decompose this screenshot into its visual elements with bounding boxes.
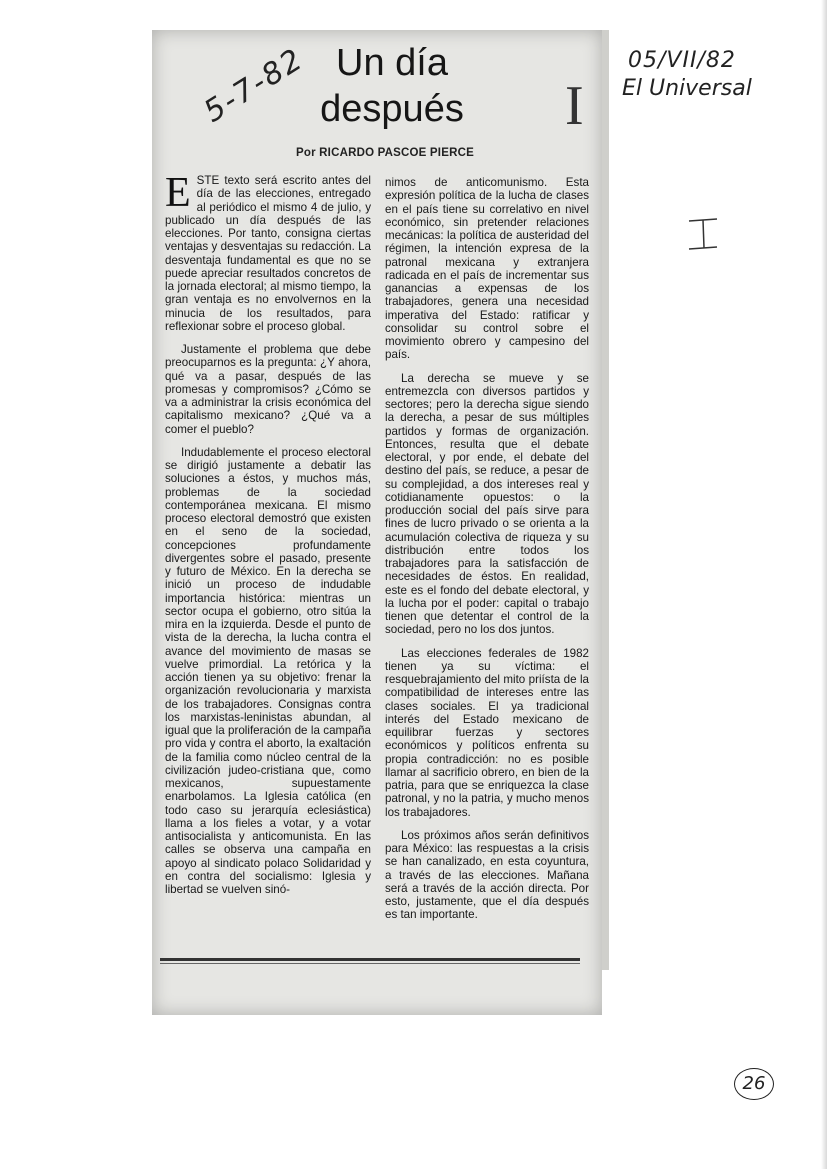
handwritten-date-annotation: 5-7-82 (198, 41, 310, 130)
article-paragraph: Indudablemente el proceso electoral se dirigió justamente a debatir las soluciones a éstos, y muchos más, problemas de la sociedad contemporánea mexicana. El mismo proceso electoral demostró que existen en el seno de la sociedad, concepciones profundamente divergentes sobre el pasado, presente y futuro de México. En la derecha se inició un proceso de indudable importancia histórica: mientras un sector ocupa el gobierno, otro sitúa la mira en la izquierda. Desde el punto de vista de la derecha, la lucha contra el avance del movimiento de masas se vuelve primordial. La retórica y la acción tienen ya su objetivo: frenar la organización revolucionaria y marxista de los trabajadores. Consignas contra los marxistas-leninistas abundan, al igual que la proliferación de la campaña pro vida y contra el aborto, la exaltación de la familia como núcleo central de la civilización judeo-cristiana que, como mexicanos, supuestamente enarbolamos. La Iglesia católica (en todo caso su jerarquía eclesiástica) llama a los fieles a votar, y a votar antisocialista y anticomunista. En las calles se observa una campaña en apoyo al sindicato polaco Solidaridad y en contra del socialismo: Iglesia y libertad se vuelven sinó- (165, 445, 371, 896)
article-column-right (385, 176, 589, 932)
article-headline (292, 40, 492, 132)
headline-line-2: después (320, 88, 464, 130)
article-paragraph: nimos de anticomunismo. Esta expresión política de la lucha de clases en el país tiene su correlativo en nivel económico, sin pretender relaciones mecánicas: la política de austeridad del régimen, la intención expresa de la patronal mexicana y extranjera radicada en el país de incrementar sus ganancias a expensas de los trabajadores, genera una necesidad imperativa del Estado: ratificar y consolidar su control sobre el movimiento obrero y campesino del país. (385, 176, 589, 362)
article-paragraph: Justamente el problema que debe preocuparnos es la pregunta: ¿Y ahora, qué va a pasar, después de las promesas y compromisos? ¿Cómo se va a administrar la crisis económica del capitalismo mexicano? ¿Qué va a comer el pueblo? (165, 343, 371, 436)
article-paragraph: Los próximos años serán definitivos para México: las respuestas a la crisis se han canalizado, en esta coyuntura, a través de las elecciones. Mañana será a través de la acción directa. Por esto, justamente, que el día después es tan importante. (385, 828, 589, 922)
adjacent-article-letter: I (565, 75, 584, 137)
handwritten-source: El Universal (622, 76, 752, 101)
article-column-left (165, 170, 371, 906)
article-paragraph: Las elecciones federales de 1982 tienen ya su víctima: el resquebrajamiento del mito priísta de la compatibilidad de intereses entre las clases sociales. El ya tradicional interés del Estado mexicano de equilibrar fuerzas y sectores económicos y políticos enfrenta su propia contradicción: no es posible llamar al sacrificio obrero, en bien de la patria, para que se enriquezca la clase patronal, y no la patria, y mucho menos los trabajadores. (385, 646, 589, 819)
handwritten-roman-numeral (683, 215, 723, 255)
handwritten-date-top: 05/VII/82 (628, 48, 736, 73)
byline: Por RICARDO PASCOE PIERCE (296, 147, 474, 159)
article-paragraph: La derecha se mueve y se entremezcla con diversos partidos y sectores; pero la derecha sigue siendo la derecha, a pesar de sus múltiples partidos y formas de organización. Entonces, resulta que el debate electoral, y por ende, el debate del destino del país, se reduce, a pesar de su complejidad, a dos intereses real y cotidianamente opuestos: o la producción social del país sirve para fines de lucro privado o se orienta a la acumulación colectiva de riqueza y su distribución entre todos los trabajadores para la satisfacción de necesidades de éstos. En realidad, este es el fondo del debate electoral, y la lucha por el poder: capital o trabajo tienen que detentar el control de la sociedad, pero no los dos juntos. (385, 371, 589, 637)
bottom-rule-thin (160, 963, 580, 964)
scan-page-edge (821, 0, 827, 1169)
drop-cap: E (165, 170, 191, 216)
handwritten-page-number: 26 (734, 1068, 774, 1100)
article-paragraph: ESTE texto será escrito antes del día de las elecciones, entregado al periódico el mismo 4 de julio, y publicado un día después de las elecciones. Por tanto, consigna ciertas ventajas y desventajas su redacción. La desventaja fundamental es que no se puede apreciar resultados concretos de la jornada electoral; al mismo tiempo, la gran ventaja es no envolvernos en la minucia de los resultados, para reflexionar sobre el proceso global. (165, 170, 371, 333)
bottom-rule (160, 958, 580, 961)
headline-line-1: Un día (336, 42, 448, 84)
